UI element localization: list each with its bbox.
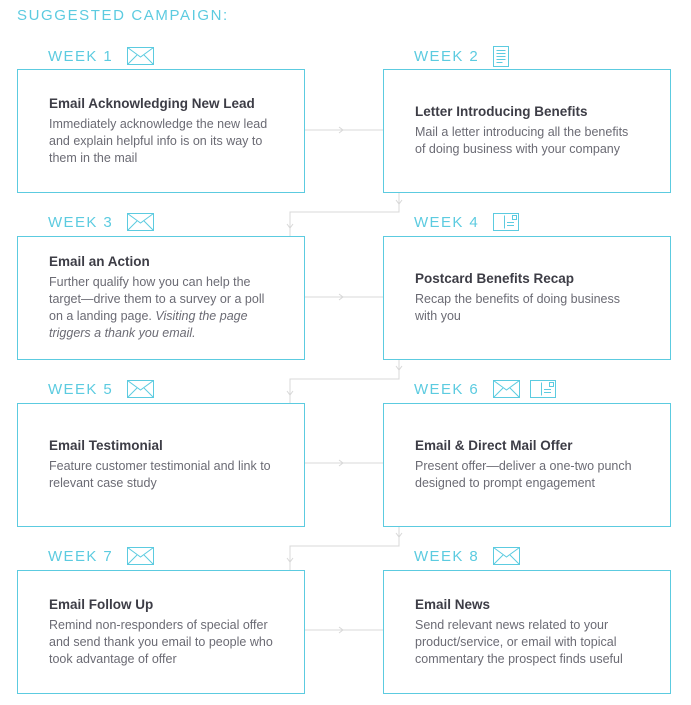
postcard-icon bbox=[530, 380, 556, 398]
week-5-description: Feature customer testimonial and link to relevant case study bbox=[49, 459, 271, 490]
week-1-description: Immediately acknowledge the new lead and explain helpful info is on its way to them in the mail bbox=[49, 116, 268, 165]
week-2-title: Letter Introducing Benefits bbox=[415, 104, 588, 119]
envelope-icon bbox=[127, 547, 154, 565]
envelope-icon bbox=[493, 380, 520, 398]
envelope-icon bbox=[127, 380, 154, 398]
week-7-card bbox=[17, 570, 305, 694]
connector-5-6 bbox=[305, 460, 383, 466]
connector-4-5 bbox=[287, 358, 402, 403]
week-2-card bbox=[383, 69, 671, 193]
week-6-card bbox=[383, 403, 671, 527]
week-1-header bbox=[48, 45, 164, 67]
week-1-label: WEEK 1 bbox=[48, 47, 114, 65]
envelope-icon bbox=[127, 47, 154, 65]
connector-3-4 bbox=[305, 294, 383, 300]
week-2-header bbox=[414, 45, 519, 67]
week-3-italic-note: Visiting the page triggers a thank you email. bbox=[49, 309, 248, 340]
week-4-label: WEEK 4 bbox=[414, 213, 480, 231]
week-3-description: Further qualify how you can help the target—drive them to a survey or a poll on a landing page. Visiting the page triggers a thank you email. bbox=[49, 275, 265, 340]
week-2-description: Mail a letter introducing all the benefits of doing business with your company bbox=[415, 125, 629, 156]
week-6-description: Present offer—deliver a one-two punch designed to prompt engagement bbox=[415, 459, 632, 490]
week-4-header bbox=[414, 211, 529, 233]
week-5-title: Email Testimonial bbox=[49, 438, 163, 453]
week-6-title: Email & Direct Mail Offer bbox=[415, 438, 573, 453]
week-1-title: Email Acknowledging New Lead bbox=[49, 95, 255, 111]
week-5-label: WEEK 5 bbox=[48, 380, 114, 398]
week-5-header bbox=[48, 378, 164, 400]
week-7-label: WEEK 7 bbox=[48, 547, 114, 565]
week-8-header bbox=[414, 545, 530, 567]
envelope-icon bbox=[493, 547, 520, 565]
week-8-title: Email News bbox=[415, 596, 491, 612]
week-3-header bbox=[48, 211, 164, 233]
envelope-icon bbox=[127, 213, 154, 231]
connector-7-8 bbox=[305, 627, 383, 633]
week-7-title: Email Follow Up bbox=[49, 596, 154, 612]
week-8-label: WEEK 8 bbox=[414, 547, 480, 565]
week-4-description: Recap the benefits of doing business with you bbox=[415, 292, 620, 323]
letter-icon bbox=[493, 46, 509, 67]
week-3-card bbox=[17, 236, 305, 360]
week-1-card bbox=[17, 69, 305, 193]
week-7-header bbox=[48, 545, 164, 567]
connector-6-7 bbox=[287, 525, 402, 570]
week-5-card bbox=[17, 403, 305, 527]
week-6-label: WEEK 6 bbox=[414, 380, 480, 398]
week-3-title: Email an Action bbox=[49, 254, 150, 269]
campaign-heading: SUGGESTED CAMPAIGN: bbox=[17, 7, 229, 24]
week-2-label: WEEK 2 bbox=[414, 47, 480, 65]
connector-1-2 bbox=[305, 127, 383, 133]
week-7-description: Remind non-responders of special offer and send thank you email to people who took advantage of offer bbox=[49, 617, 273, 666]
week-3-label: WEEK 3 bbox=[48, 213, 114, 231]
week-4-card bbox=[383, 236, 671, 360]
week-8-description: Send relevant news related to your product/service, or email with topical commentary the prospect finds useful bbox=[415, 617, 623, 666]
week-6-header bbox=[414, 378, 566, 400]
connector-2-3 bbox=[287, 192, 402, 236]
week-8-card bbox=[383, 570, 671, 694]
week-4-title: Postcard Benefits Recap bbox=[415, 271, 575, 286]
postcard-icon bbox=[493, 213, 519, 231]
